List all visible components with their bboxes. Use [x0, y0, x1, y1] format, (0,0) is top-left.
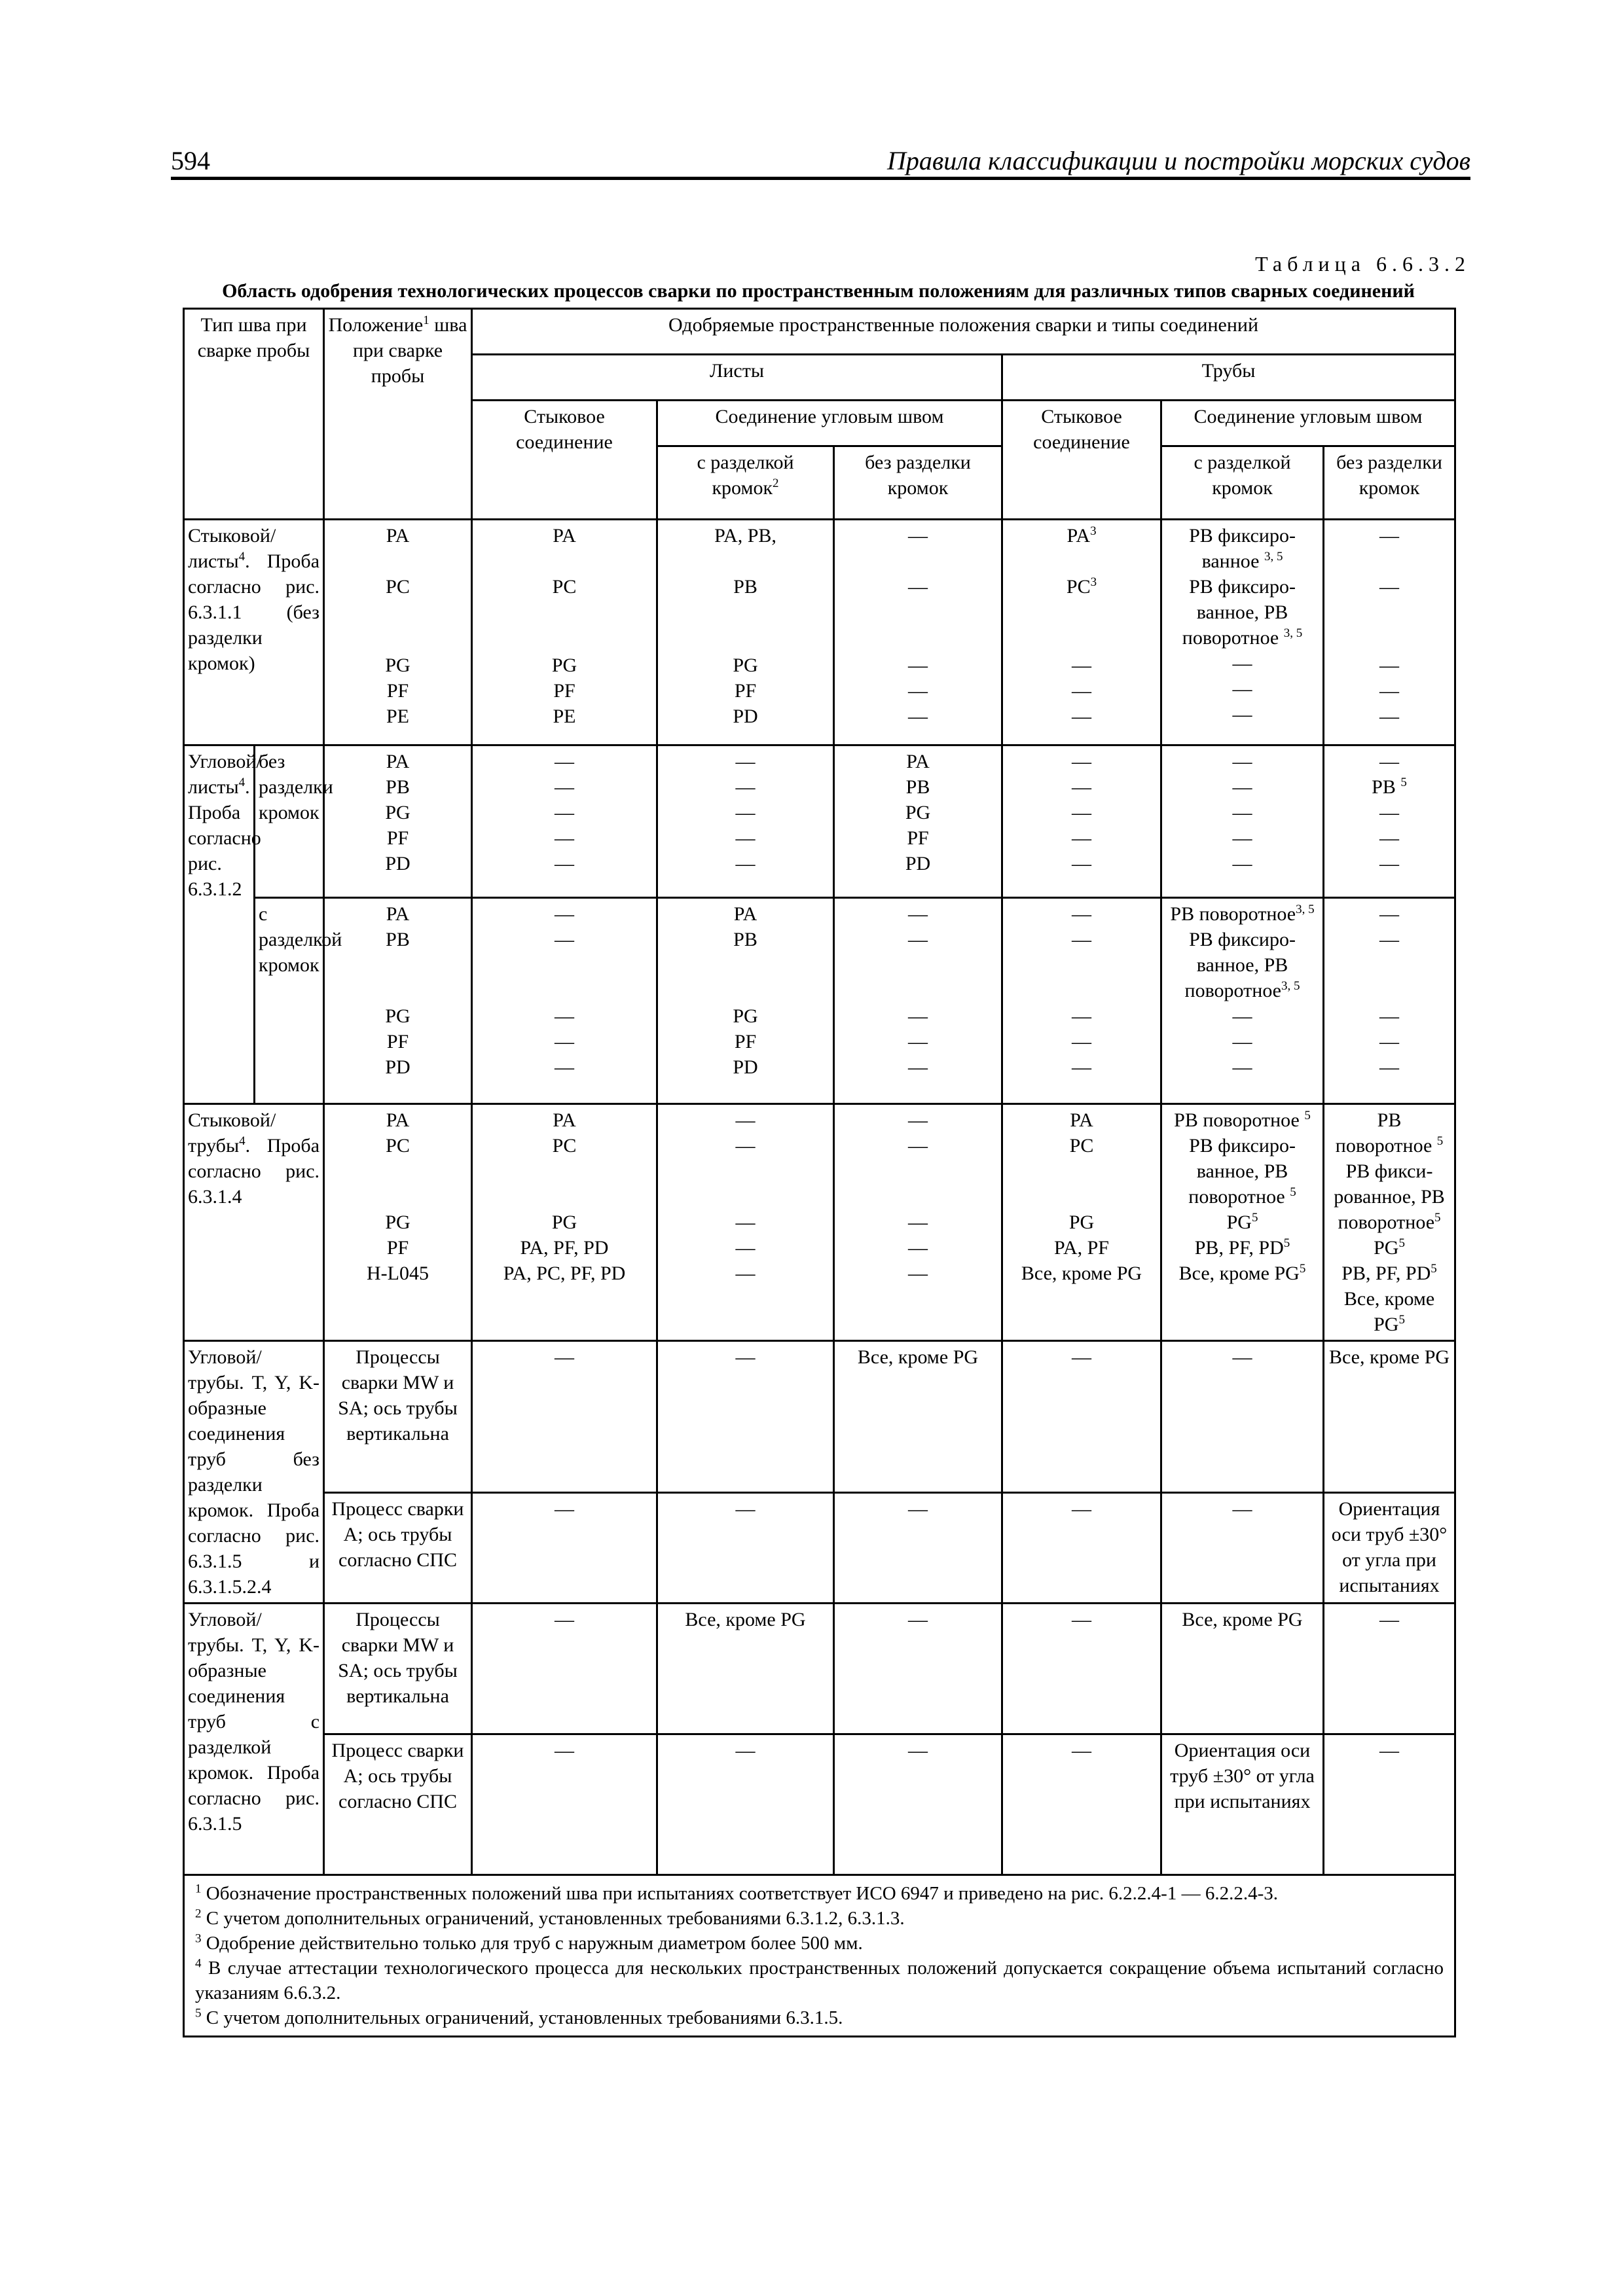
page-header — [171, 145, 1470, 178]
g4a-pipes-without-bevel: Ориентация оси труб ±30° от угла при испытаниях — [1324, 1492, 1455, 1603]
g4-pipes-with-bevel: — — [1161, 1341, 1324, 1493]
g2b-pipes-without-bevel: — — — — — — [1324, 898, 1455, 1104]
g1-plates-without-bevel: — — — — — — [834, 520, 1002, 745]
g1-position: PA PC PG PF PE — [324, 520, 472, 745]
g3-plates-butt: PA PC PG PA, PF, PD PA, PC, PF, PD — [472, 1104, 657, 1341]
approval-table — [183, 308, 1456, 2037]
group-butt-plates: Стыковой/ листы$^4$. Проба согласно рис. 6.3.1.1 (без разделки кромок) — [184, 520, 324, 745]
head-pipes-with-bevel: с разделкой кромок — [1161, 446, 1324, 520]
g1-pipes-without-bevel: — — — — — — [1324, 520, 1455, 745]
g2a-pipes-without-bevel: — PB $^5$ — — — — [1324, 745, 1455, 898]
g4a-plates-butt: — — [472, 1492, 657, 1603]
group-fillet-plates: Угловой/ листы$^4$. Проба согласно рис. 6.3.1.2 — [184, 745, 255, 1104]
head-pipes-fillet: Соединение угловым швом — [1161, 401, 1455, 446]
page-number: 594 — [171, 146, 210, 175]
g4a-pipes-butt: — — [1002, 1492, 1161, 1603]
g5a-pipes-with-bevel: Ориентация оси труб ±30° от угла при испытаниях — [1161, 1734, 1324, 1875]
head-plates: Листы — [472, 355, 1002, 401]
head-position: Положение$^1$ шва при сварке пробы — [324, 309, 472, 520]
g5a-plates-butt: — — [472, 1734, 657, 1875]
g4a-pipes-with-bevel: — — [1161, 1492, 1324, 1603]
footnote-1: $^1$ Обозначение пространственных положений шва при испытаниях соответствует ИСО 6947 и приведено на рис. 6.2.2.4-1 — 6.2.2.4-3. — [195, 1882, 1278, 1904]
g2b-plates-without-bevel: — — — — — — [834, 898, 1002, 1104]
g4-plates-butt: — — [472, 1341, 657, 1493]
g2b-position: PA PB PG PF PD — [324, 898, 472, 1104]
g5a-plates-without-bevel: — — [834, 1734, 1002, 1875]
g4-process-mw: Процессы сварки MW и SA; ось трубы вертикальна — [324, 1341, 472, 1493]
head-plates-without-bevel: без разделки кромок — [834, 446, 1002, 520]
footnote-5: $^5$ С учетом дополнительных ограничений, установленных требованиями 6.3.1.5. — [195, 2006, 843, 2028]
g2a-pipes-with-bevel: — — — — — — [1161, 745, 1324, 898]
g4a-plates-without-bevel: — — [834, 1492, 1002, 1603]
g4-plates-without-bevel: Все, кроме PG — [834, 1341, 1002, 1493]
g5a-pipes-without-bevel: — — [1324, 1734, 1455, 1875]
g3-pipes-butt: PA PC PG PA, PF Все, кроме PG — [1002, 1104, 1161, 1341]
head-plates-with-bevel: с разделкой кромок$^2$ — [657, 446, 834, 520]
g5a-plates-with-bevel: — — [657, 1734, 834, 1875]
g4-pipes-butt: — — [1002, 1341, 1161, 1493]
head-pipes: Трубы — [1002, 355, 1455, 401]
g2b-plates-butt: — — — — — — [472, 898, 657, 1104]
group-fillet-pipes-no-bevel: Угловой/ трубы. T, Y, K-образные соединения труб без разделки кромок. Проба согласно рис. 6.3.1.5 и 6.3.1.5.2.4 — [184, 1341, 324, 1604]
g5-pipes-without-bevel: — — [1324, 1604, 1455, 1734]
g1-plates-butt: PA PC PG PF PE — [472, 520, 657, 745]
g2a-plates-without-bevel: PA PB PG PF PD — [834, 745, 1002, 898]
g2a-pipes-butt: — — — — — — [1002, 745, 1161, 898]
g2b-pipes-butt: — — — — — — [1002, 898, 1161, 1104]
head-plates-butt: Стыковое соединение — [472, 401, 657, 520]
g1-plates-with-bevel: PA, PB, PB PG PF PD — [657, 520, 834, 745]
footnote-2: $^2$ С учетом дополнительных ограничений, установленных требованиями 6.3.1.2, 6.3.1.3. — [195, 1907, 905, 1929]
g4a-plates-with-bevel: — — [657, 1492, 834, 1603]
g2b-plates-with-bevel: PA PB PG PF PD — [657, 898, 834, 1104]
g3-position: PA PC PG PF H-L045 — [324, 1104, 472, 1341]
g5-plates-butt: — — [472, 1604, 657, 1734]
g3-plates-without-bevel: — — — — — — [834, 1104, 1002, 1341]
group-butt-pipes: Стыковой/ трубы$^4$. Проба согласно рис. 6.3.1.4 — [184, 1104, 324, 1341]
g3-pipes-without-bevel: PB поворотное $^5$ PB фикси- рованное, PB поворотное$^5$ $PG^5$ PB, PF, $PD^5$ Все, кроме $PG^5$ — [1324, 1104, 1455, 1341]
footnotes — [184, 1875, 1455, 2037]
g3-plates-with-bevel: — — — — — — [657, 1104, 834, 1341]
g2b-label: с разделкой кромок — [255, 898, 324, 1104]
g4-plates-with-bevel: — — [657, 1341, 834, 1493]
head-joint-type: Тип шва при сварке пробы — [184, 309, 324, 520]
g5-pipes-with-bevel: Все, кроме PG — [1161, 1604, 1324, 1734]
g2a-position: PA PB PG PF PD — [324, 745, 472, 898]
g3-pipes-with-bevel: PB поворотное $^5$ PB фиксиро- ванное, PB поворотное $^5$ $PG^5$ PB, PF, $PD^5$ Все, кроме $PG^5$ — [1161, 1104, 1324, 1341]
g5-plates-with-bevel: Все, кроме PG — [657, 1604, 834, 1734]
g2a-label: без разделки кромок — [255, 745, 324, 898]
g2a-plates-butt: — — — — — — [472, 745, 657, 898]
head-pipes-butt: Стыковое соединение — [1002, 401, 1161, 520]
g5-process-a: Процесс сварки A; ось трубы согласно СПС — [324, 1734, 472, 1875]
head-approved: Одобряемые пространственные положения сварки и типы соединений — [472, 309, 1455, 355]
g5-pipes-butt: — — [1002, 1604, 1161, 1734]
g2b-pipes-with-bevel: PB поворотное$^{3, 5}$ PB фиксиро- ванное, PB поворотное$^{3, 5}$ — — — — [1161, 898, 1324, 1104]
header-rule — [171, 177, 1470, 180]
running-title: Правила классификации и постройки морских судов — [886, 146, 1470, 175]
group-fillet-pipes-bevel: Угловой/ трубы. T, Y, K-образные соединения труб с разделкой кромок. Проба согласно рис. 6.3.1.5 — [184, 1604, 324, 1875]
g5a-pipes-butt: — — [1002, 1734, 1161, 1875]
g4-pipes-without-bevel: Все, кроме PG — [1324, 1341, 1455, 1493]
g5-plates-without-bevel: — — [834, 1604, 1002, 1734]
head-pipes-without-bevel: без разделки кромок — [1324, 446, 1455, 520]
footnote-3: $^3$ Одобрение действительно только для труб с наружным диаметром более 500 мм. — [195, 1931, 863, 1954]
g2a-plates-with-bevel: — — — — — — [657, 745, 834, 898]
footnote-4: $^4$ В случае аттестации технологического процесса для нескольких пространственных положений допускается сокращение объема испытаний согласно указаниям 6.6.3.2. — [195, 1956, 1444, 2003]
g1-pipes-butt: $PA^3$ $PC^3$ — — — — [1002, 520, 1161, 745]
head-plates-fillet: Соединение угловым швом — [657, 401, 1002, 446]
g1-pipes-with-bevel: PB фиксиро- ванное $^{3, 5}$ PB фиксиро- ванное, PB поворотное $^{3, 5}$ — — — — [1161, 520, 1324, 745]
g5-process-mw: Процессы сварки MW и SA; ось трубы вертикальна — [324, 1604, 472, 1734]
table-number: Таблица 6.6.3.2 — [1255, 252, 1470, 276]
g4-process-a: Процесс сварки A; ось трубы согласно СПС — [324, 1492, 472, 1603]
table-title: Область одобрения технологических процессов сварки по пространственным положениям для различных типов сварных соединений — [222, 280, 1415, 302]
